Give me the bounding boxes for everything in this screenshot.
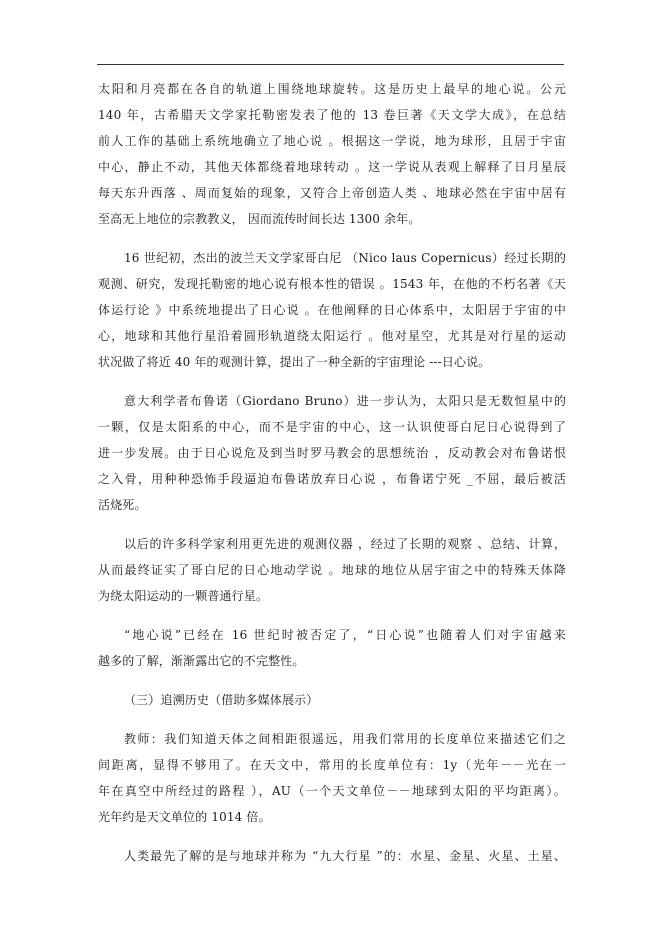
text-line: 进一步发展。由于日心说危及到当时罗马教会的思想统治 ，反动教会对布鲁诺恨 — [98, 446, 566, 460]
section-heading — [98, 687, 566, 713]
paragraph-8 — [98, 843, 566, 869]
text-line: 前人工作的基础上系统地确立了地心说 。根据这一学说，地为球形，且居于宇宙 — [98, 134, 566, 148]
text-line: 140 年，古希腊天文学家托勒密发表了他的 13 卷巨著《天文学大成》，在总结 — [98, 108, 566, 122]
paragraph-5 — [98, 622, 566, 674]
paragraph-7 — [98, 726, 566, 830]
document-body — [98, 76, 566, 869]
header-rule — [97, 64, 564, 65]
text-line: “地心说”已经在 16 世纪时被否定了，“日心说”也随着人们对宇宙越来 — [124, 628, 566, 642]
section-heading-text: （三）追溯历史（借助多媒体展示） — [124, 693, 319, 707]
text-line: 人类最先了解的是与地球并称为 “九大行星 ”的：水星、金星、火星、土星、 — [124, 849, 566, 863]
paragraph-3 — [98, 388, 566, 518]
text-line: 太阳和月亮都在各自的轨道上围绕地球旋转。这是历史上最早的地心说。公元 — [98, 82, 566, 96]
text-line: 中心，静止不动，其他天体都绕着地球转动 。这一学说从表观上解释了日月星辰 — [98, 160, 566, 174]
text-line: 从而最终证实了哥白尼的日心地动学说 。地球的地位从居宇宙之中的特殊天体降 — [98, 563, 566, 577]
paragraph-4 — [98, 531, 566, 609]
text-line: 之入骨，用种种恐怖手段逼迫布鲁诺放弃日心说 ，布鲁诺宁死 _不屈，最后被活 — [98, 472, 566, 486]
text-line: 年在真空中所经过的路程 ），AU（一个天文单位－－地球到太阳的平均距离）。 — [98, 784, 566, 798]
text-line: 至高无上地位的宗教教义， 因而流传时间长达 1300 余年。 — [98, 212, 421, 226]
text-line: 间距离，显得不够用了。在天文中，常用的长度单位有：1y（光年－－光在一 — [98, 758, 566, 772]
text-line: 以后的许多科学家利用更先进的观测仪器 ，经过了长期的观察 、总结、计算， — [124, 537, 566, 551]
paragraph-2 — [98, 245, 566, 375]
text-line: 活烧死。 — [98, 498, 147, 512]
paragraph-1 — [98, 76, 566, 232]
text-line: 意大利学者布鲁诺（Giordano Bruno）进一步认为，太阳只是无数恒星中的 — [124, 394, 566, 408]
text-line: 教师：我们知道天体之间相距很遥远，用我们常用的长度单位来描述它们之 — [124, 732, 566, 746]
text-line: 16 世纪初，杰出的波兰天文学家哥白尼 （Nico laus Copernicus）经过长期的 — [124, 251, 566, 265]
text-line: 每天东升西落 、周而复始的现象，又符合上帝创造人类 、地球必然在宇宙中居有 — [98, 186, 566, 200]
text-line: 状况做了将近 40 年的观测计算，提出了一种全新的宇宙理论 ---日心说。 — [98, 355, 491, 369]
text-line: 心，地球和其他行星沿着圆形轨道绕太阳运行 。他对星空，尤其是对行星的运动 — [98, 329, 566, 343]
text-line: 观测、研究，发现托勒密的地心说有根本性的错误 。1543 年，在他的不朽名著《天 — [98, 277, 566, 291]
text-line: 为绕太阳运动的一颗普通行星。 — [98, 589, 269, 603]
text-line: 体运行论 》中系统地提出了日心说 。在他阐释的日心体系中，太阳居于宇宙的中 — [98, 303, 566, 317]
text-line: 光年约是天文单位的 1014 倍。 — [98, 810, 271, 824]
text-line: 越多的了解，渐渐露出它的不完整性。 — [98, 654, 305, 668]
text-line: 一颗，仅是太阳系的中心，而不是宇宙的中心，这一认识使哥白尼日心说得到了 — [98, 420, 566, 434]
